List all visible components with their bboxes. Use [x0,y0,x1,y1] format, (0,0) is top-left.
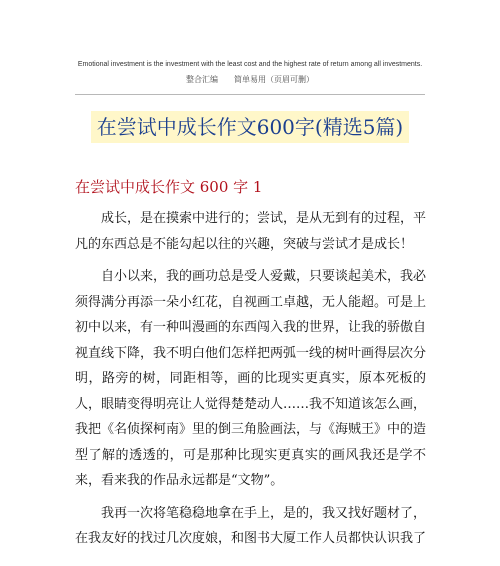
paragraph-2: 自小以来，我的画功总是受人爱戴，只要谈起美术，我必须得满分再添一朵小红花，自视画工卓越，无人能超。可是上初中以来，有一种叫漫画的东西闯入我的世界，让我的骄傲自视直线下降，我不明白他们怎样把两弧一线的树叶画得层次分明，路旁的树，同距相等，画的比现实更真实，原本死板的人，眼睛变得明亮让人觉得楚楚动人……我不知道该怎么画，我把《名侦探柯南》里的倒三角脸画法，与《海贼王》中的造型了解的透透的，可是那种比现实更真实的画风我还是学不来，看来我的作品永远都是“文物”。 [75,269,427,488]
section-heading: 在尝试中成长作文 600 字 1 [75,178,263,196]
header-divider [75,94,425,95]
document-title [0,108,500,146]
page-header [0,60,500,86]
document-title-text: 在尝试中成长作文600字(精选5篇) [91,111,410,143]
paragraph-3: 我再一次将笔稳稳地拿在手上，是的，我又找好题材了，在我友好的找过几次度娘，和图书大厦工作人员都快认识我了 [75,505,427,546]
body-text [75,206,426,559]
paragraph-1: 成长，是在摸索中进行的；尝试，是从无到有的过程，平凡的东西总是不能勾起以往的兴趣，突破与尝试才是成长！ [75,211,427,252]
header-english-line: Emotional investment is the investment with the least cost and the highest rate of return among all investments. [77,61,423,68]
header-chinese-line: 整合汇编 简单易用（页眉可删） [186,75,314,84]
